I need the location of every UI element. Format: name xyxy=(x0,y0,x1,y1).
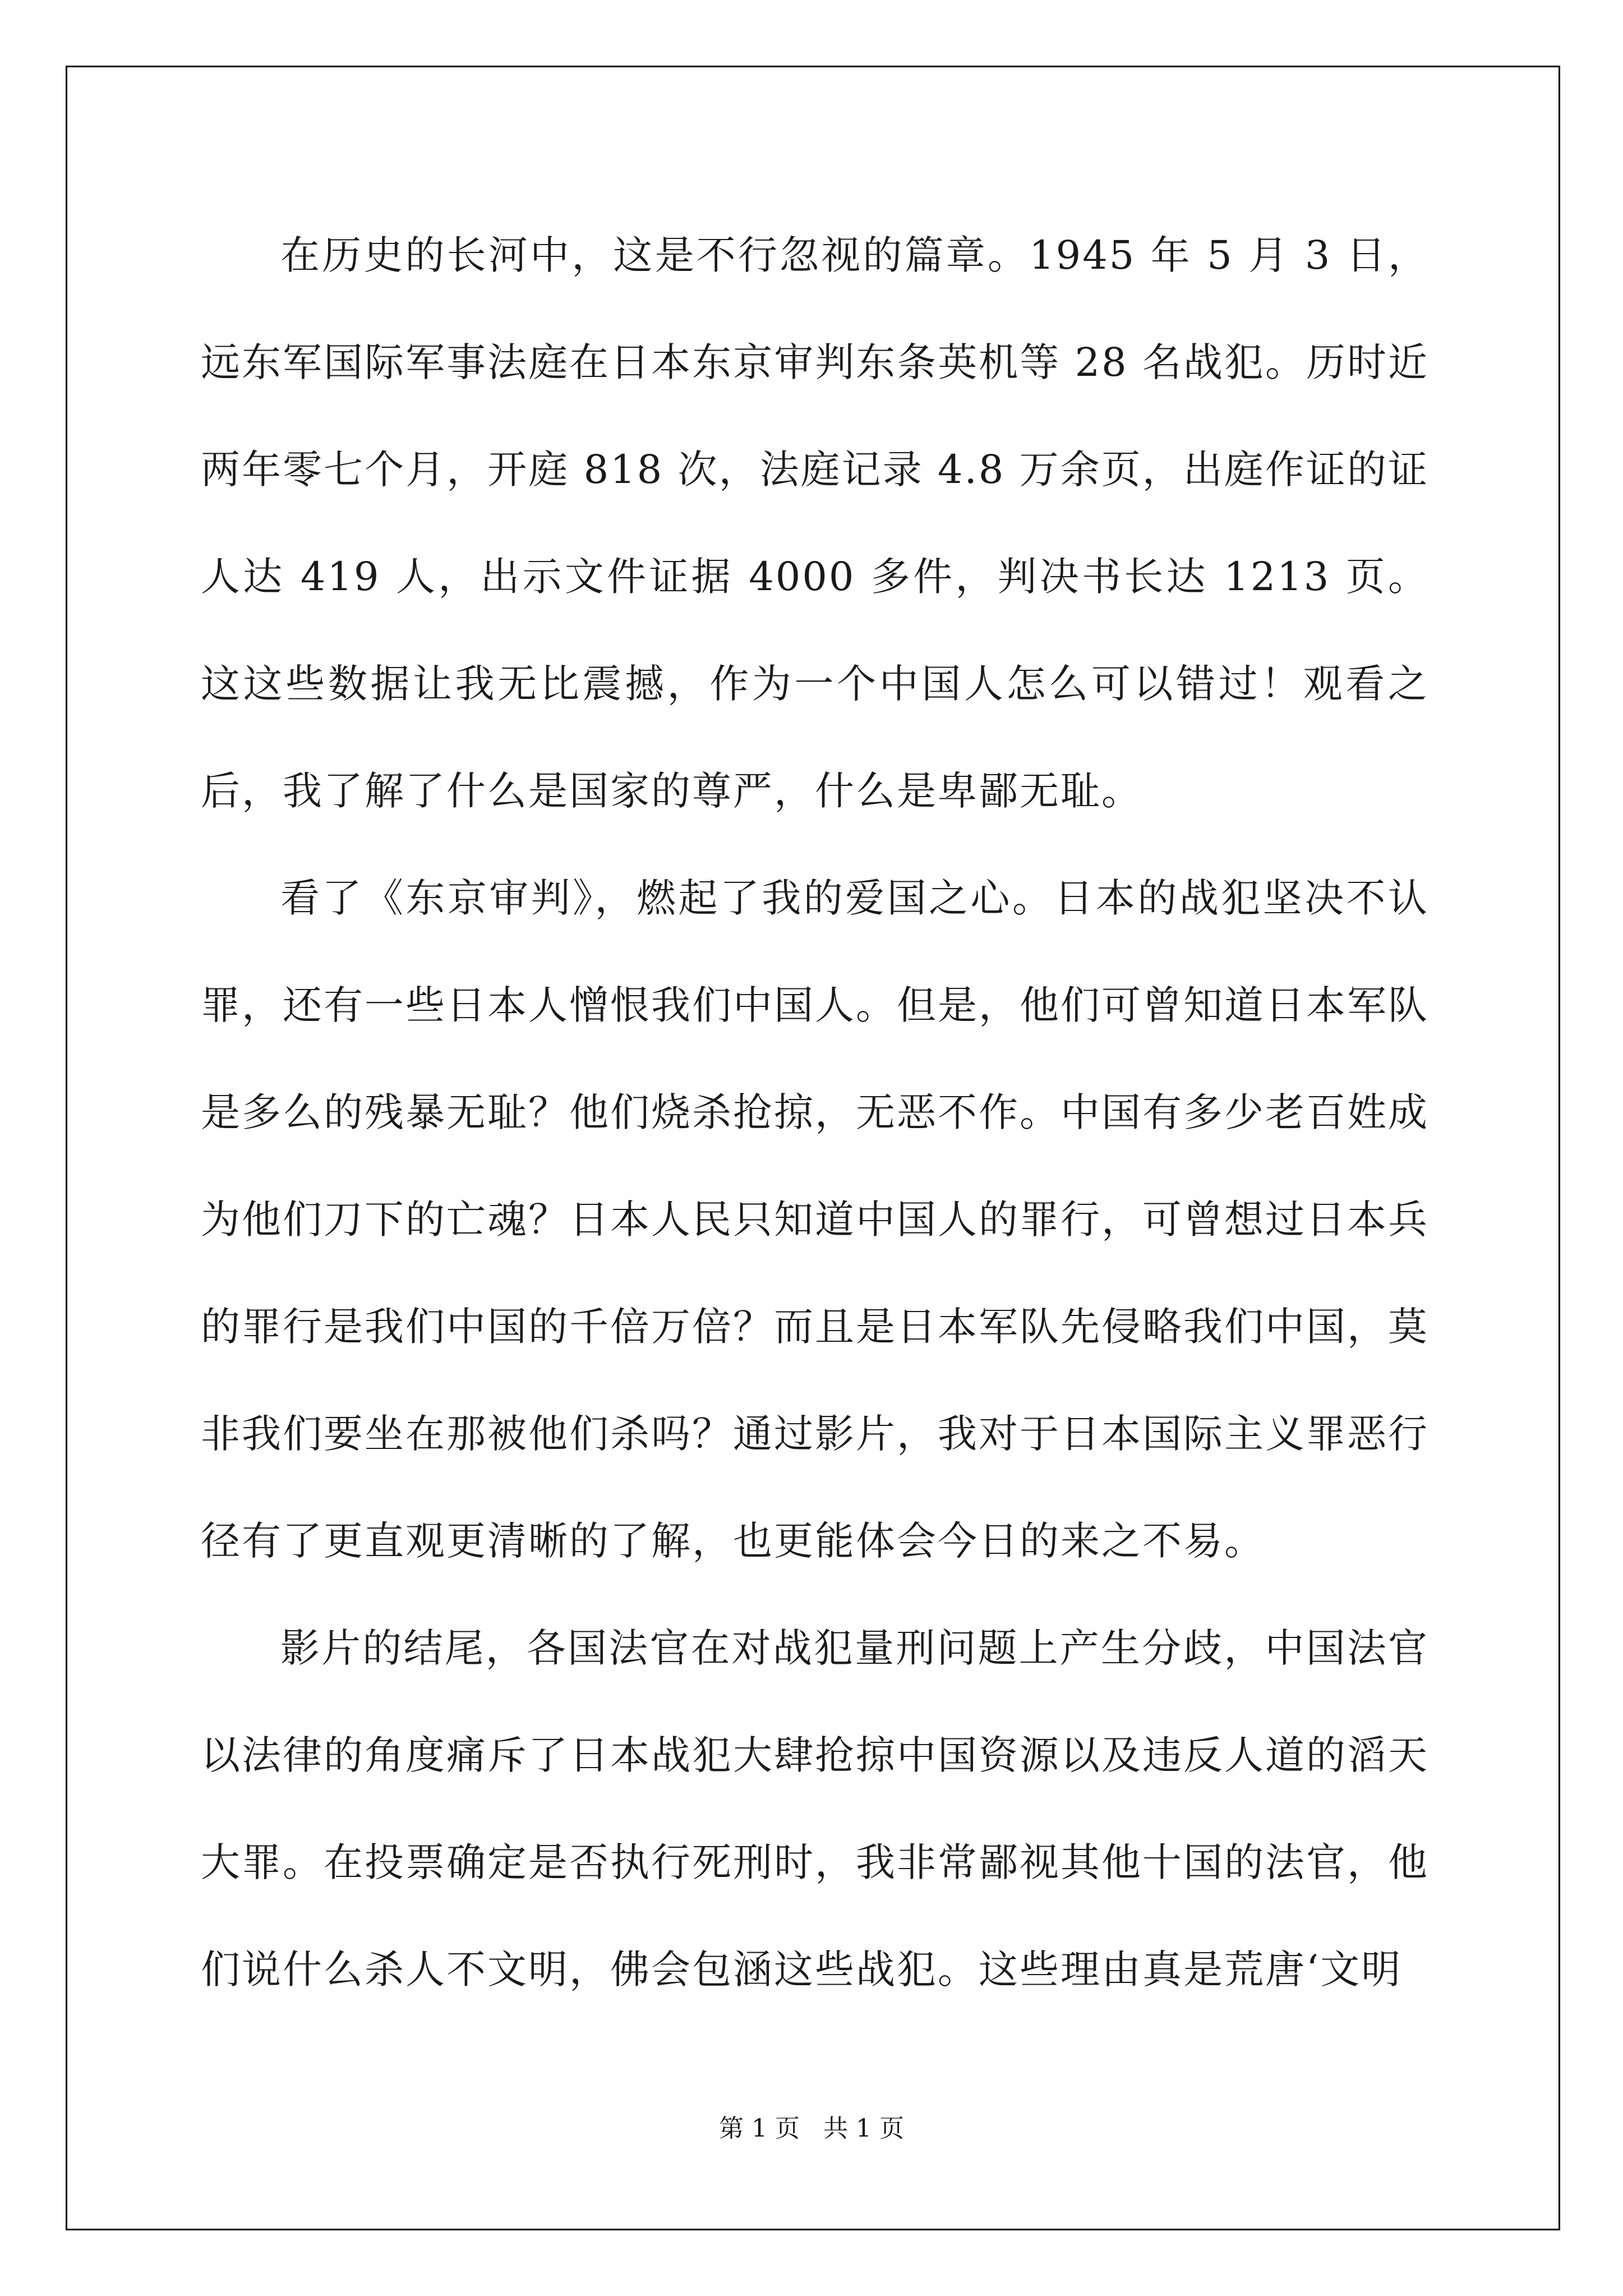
paragraph: 看了《东京审判》，燃起了我的爱国之心。日本的战犯坚决不认罪，还有一些日本人憎恨我们中国人。但是，他们可曾知道日本军队是多么的残暴无耻？他们烧杀抢掠，无恶不作。中国有多少老百姓成为他们刀下的亡魂？日本人民只知道中国人的罪行，可曾想过日本兵的罪行是我们中国的千倍万倍？而且是日本军队先侵略我们中国，莫非我们要坐在那被他们杀吗？通过影片，我对于日本国际主义罪恶行径有了更直观更清晰的了解，也更能体会今日的来之不易。 xyxy=(201,875,1429,1564)
paragraph: 影片的结尾，各国法官在对战犯量刑问题上产生分歧，中国法官以法律的角度痛斥了日本战犯大肆抢掠中国资源以及违反人道的滔天大罪。在投票确定是否执行死刑时，我非常鄙视其他十国的法官，他们说什么杀人不文明，佛会包涵这些战犯。这些理由真是荒唐‘文明 xyxy=(201,1625,1429,1993)
paragraph: 在历史的长河中，这是不行忽视的篇章。1945 年 5 月 3 日，远东军国际军事法庭在日本东京审判东条英机等 28 名战犯。历时近两年零七个月，开庭 818 次，法庭记录 4.8 万余页，出庭作证的证人达 419 人，出示文件证据 4000 多件，判决书长达 1213 页。这这些数据让我无比震撼，作为一个中国人怎么可以错过！观看之后，我了解了什么是国家的尊严，什么是卑鄙无耻。 xyxy=(201,232,1429,814)
document-body xyxy=(201,202,1429,2023)
page-number-footer: 第 1 页 共 1 页 xyxy=(719,2114,904,2143)
